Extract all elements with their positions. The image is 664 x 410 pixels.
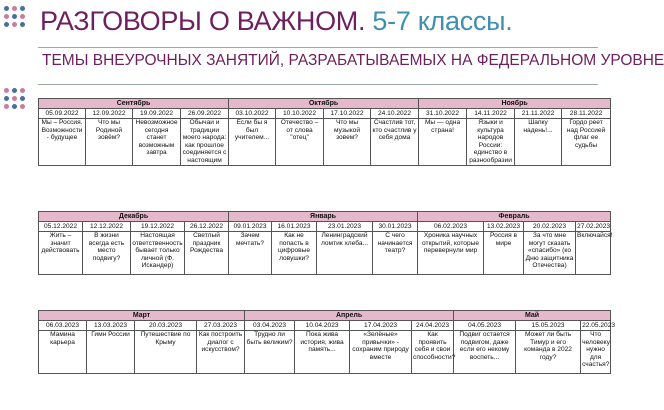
topic-cell: Россия в мире [484,232,524,275]
date-cell: 20.03.2023 [135,321,197,331]
date-cell: 15.05.2023 [516,321,581,331]
date-cell: 20.02.2023 [524,222,576,232]
date-cell: 16.01.2023 [272,222,317,232]
topic-cell: Что мы музыкой зовем? [324,119,371,166]
date-cell: 12.09.2022 [86,109,133,119]
divider-line-bottom [38,84,598,85]
topic-cell: Языки и культура народов России: единство в разнообразии [467,119,515,166]
month-header: Сентябрь [39,99,229,109]
topic-cell: Что мы Родиной зовём? [86,119,133,166]
date-cell: 19.12.2022 [131,222,185,232]
month-header: Ноябрь [419,99,611,109]
date-cell: 27.02.2023 [577,222,611,230]
date-cell: 03.04.2023 [245,321,295,331]
date-cell: 10.10.2022 [276,109,324,119]
date-cell: 21.11.2022 [515,109,562,119]
date-cell: 26.12.2022 [185,222,229,232]
month-header: Апрель [245,311,454,321]
topic-cell: Зачем мечтать? [229,232,272,275]
topic-cell: Ленинградский ломтик хлеба... [317,232,373,275]
date-cell: 13.03.2023 [87,321,135,331]
topic-cell: Трудно ли быть великим? [245,331,295,374]
month-header: Январь [229,212,418,222]
month-header: Февраль [418,212,611,222]
schedule-table-spring [38,310,616,374]
date-cell: 17.10.2022 [324,109,371,119]
schedule-table-autumn [38,98,611,166]
topic-cell: Хроника научных открытий, которые перевернули мир [418,232,484,275]
topic-cell: Счастлив тот, кто счастлив у себя дома [371,119,419,166]
topic-cell: Если бы я был учителем... [229,119,276,166]
topic-cell: За что мне могут сказать «спасибо» (ко Дню защитника Отечества) [524,232,576,275]
title-grades: 5-7 классы. [372,6,513,36]
date-cell: 28.11.2022 [562,109,611,119]
month-header: Май [454,311,611,321]
topic-cell: Шапку надень!... [515,119,562,166]
month-header: Март [39,311,245,321]
topic-cell: Мы — одна страна! [419,119,467,166]
date-cell: 30.01.2023 [373,222,418,232]
date-cell: 17.04.2023 [350,321,412,331]
topic-cell: Что человеку нужно для счастья? [581,331,611,374]
divider-line-top [38,47,598,48]
date-cell: 22.05.2023 [582,321,616,329]
date-cell: 24.10.2022 [371,109,419,119]
topic-cell: Подвиг остается подвигом, даже если его некому воспеть... [454,331,516,374]
topic-cell: Светлый праздник Рождества [185,232,229,275]
topic-cell: Настоящая ответственность бывает только личной (Ф. Искандер) [131,232,185,275]
date-cell: 23.01.2023 [317,222,373,232]
date-cell: 06.02.2023 [418,222,484,232]
topic-cell: Обычаи и традиции моего народа: как прошлое соединяется с настоящим [181,119,229,166]
month-header: Декабрь [39,212,229,222]
topic-cell: Как построить диалог с искусством? [197,331,245,374]
date-cell: 04.05.2023 [454,321,516,331]
topic-cell: Жить – значит действовать [39,232,83,275]
page-title [40,6,512,37]
date-cell: 12.12.2022 [83,222,131,232]
topic-cell: Мы – Россия. Возможности - будущее [39,119,86,166]
date-cell: 06.03.2023 [39,321,87,331]
date-cell: 03.10.2022 [229,109,276,119]
topic-cell: Гимн России [87,331,135,374]
topic-cell: Отечество – от слова "отец" [276,119,324,166]
date-cell: 24.04.2023 [412,321,454,331]
schedule-table-winter [38,211,611,275]
topic-cell: Пока жива история, жива память... [295,331,350,374]
date-cell: 05.12.2022 [39,222,83,232]
date-cell: 19.09.2022 [133,109,181,119]
topic-cell: Мамина карьера [39,331,87,374]
month-header: Октябрь [229,99,419,109]
topic-cell: Как проявить себя и свои способности? [412,331,454,374]
date-cell: 13.02.2023 [484,222,524,232]
topic-cell: Гордо реет над Россией флаг ее судьбы [562,119,611,166]
decorative-dots-top [4,6,25,27]
topic-cell: Включайся! [576,232,611,275]
page-subtitle: ТЕМЫ ВНЕУРОЧНЫХ ЗАНЯТИЙ, РАЗРАБАТЫВАЕМЫХ НА ФЕДЕРАЛЬНОМ УРОВНЕ [42,52,664,69]
title-main: РАЗГОВОРЫ О ВАЖНОМ. [40,6,366,36]
date-cell: 09.01.2023 [229,222,272,232]
topic-cell: Может ли быть Тимур и его команда в 2022 году? [516,331,581,374]
topic-cell: С чего начинается театр? [373,232,418,275]
date-cell: 10.04.2023 [295,321,350,331]
topic-cell: В жизни всегда есть место подвигу? [83,232,131,275]
topic-cell: Как не попасть в цифровые ловушки? [272,232,317,275]
topic-cell: Невозможное сегодня станет возможным завтра [133,119,181,166]
date-cell: 14.11.2022 [467,109,515,119]
topic-cell: «Зелёные» привычки» - сохраним природу вместе [350,331,412,374]
topic-cell: Путешествие по Крыму [135,331,197,374]
date-cell: 27.03.2023 [197,321,245,331]
date-cell: 26.09.2022 [181,109,229,119]
date-cell: 31.10.2022 [419,109,467,119]
date-cell: 05.09.2022 [39,109,86,119]
decorative-dots-bottom [4,88,25,109]
